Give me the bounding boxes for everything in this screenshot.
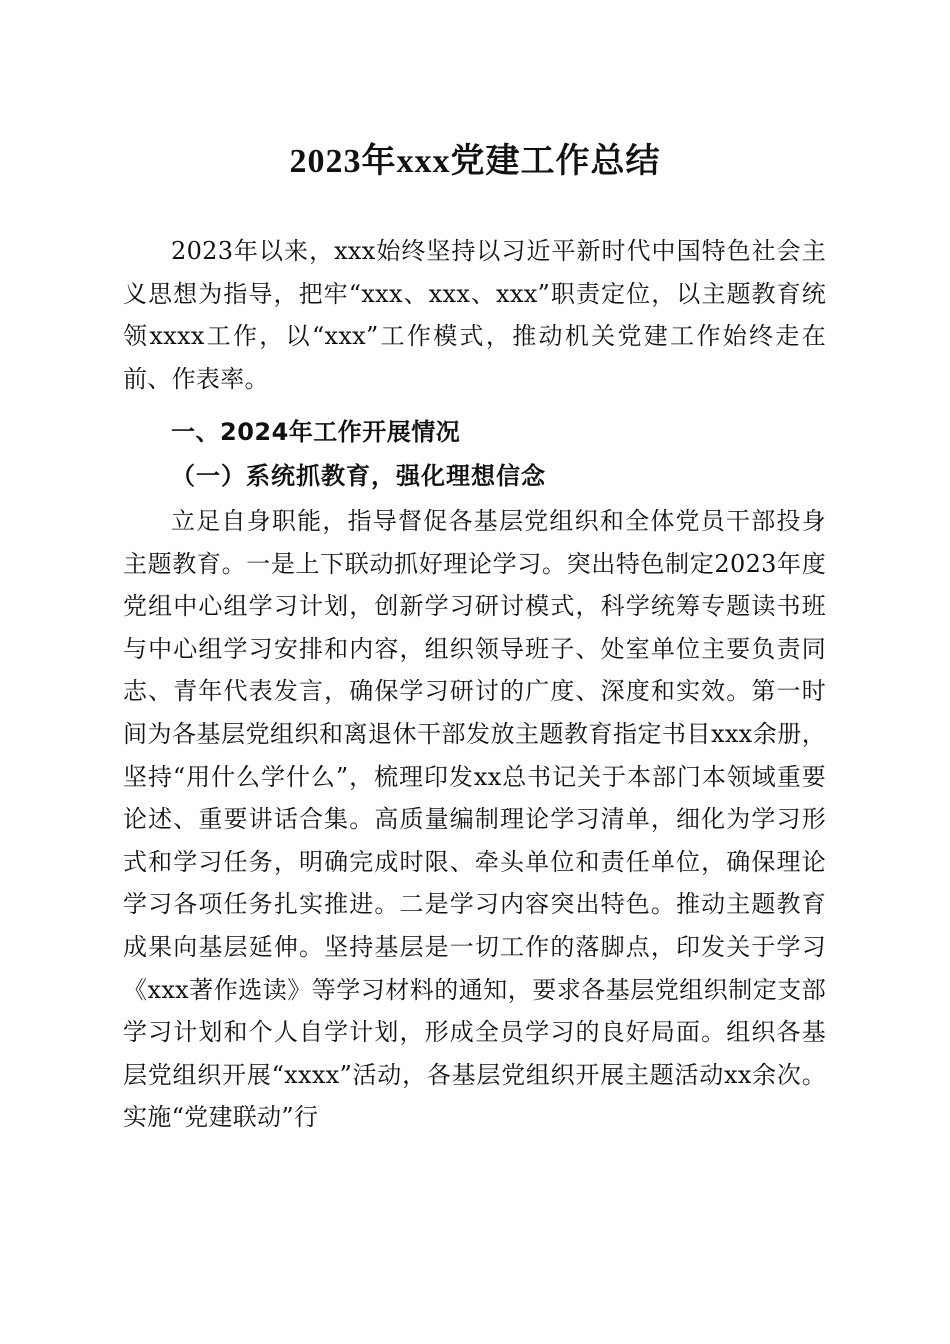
subsection-heading: （一）系统抓教育，强化理想信念	[171, 461, 546, 490]
document-title: 2023年xxx党建工作总结	[289, 143, 661, 180]
section-heading: 一、2024年工作开展情况	[171, 418, 461, 446]
intro-paragraph: 2023年以来，xxx始终坚持以习近平新时代中国特色社会主义思想为指导，把牢“xxx、xxx、xxx”职责定位，以主题教育统领xxxx工作，以“xxx”工作模式，推动机关党建工作始终走在前、作表率。	[123, 237, 826, 393]
body-paragraph: 立足自身职能，指导督促各基层党组织和全体党员干部投身主题教育。一是上下联动抓好理论学习。突出特色制定2023年度党组中心组学习计划，创新学习研讨模式，科学统筹专题读书班与中心组学习安排和内容，组织领导班子、处室单位主要负责同志、青年代表发言，确保学习研讨的广度、深度和实效。第一时间为各基层党组织和离退休干部发放主题教育指定书目xxx余册，坚持“用什么学什么”，梳理印发xx总书记关于本部门本领域重要论述、重要讲话合集。高质量编制理论学习清单，细化为学习形式和学习任务，明确完成时限、牵头单位和责任单位，确保理论学习各项任务扎实推进。二是学习内容突出特色。推动主题教育成果向基层延伸。坚持基层是一切工作的落脚点，印发关于学习《xxx著作选读》等学习材料的通知，要求各基层党组织制定支部学习计划和个人自学计划，形成全员学习的良好局面。组织各基层党组织开展“xxxx”活动，各基层党组织开展主题活动xx余次。实施“党建联动”行	[123, 507, 826, 1132]
